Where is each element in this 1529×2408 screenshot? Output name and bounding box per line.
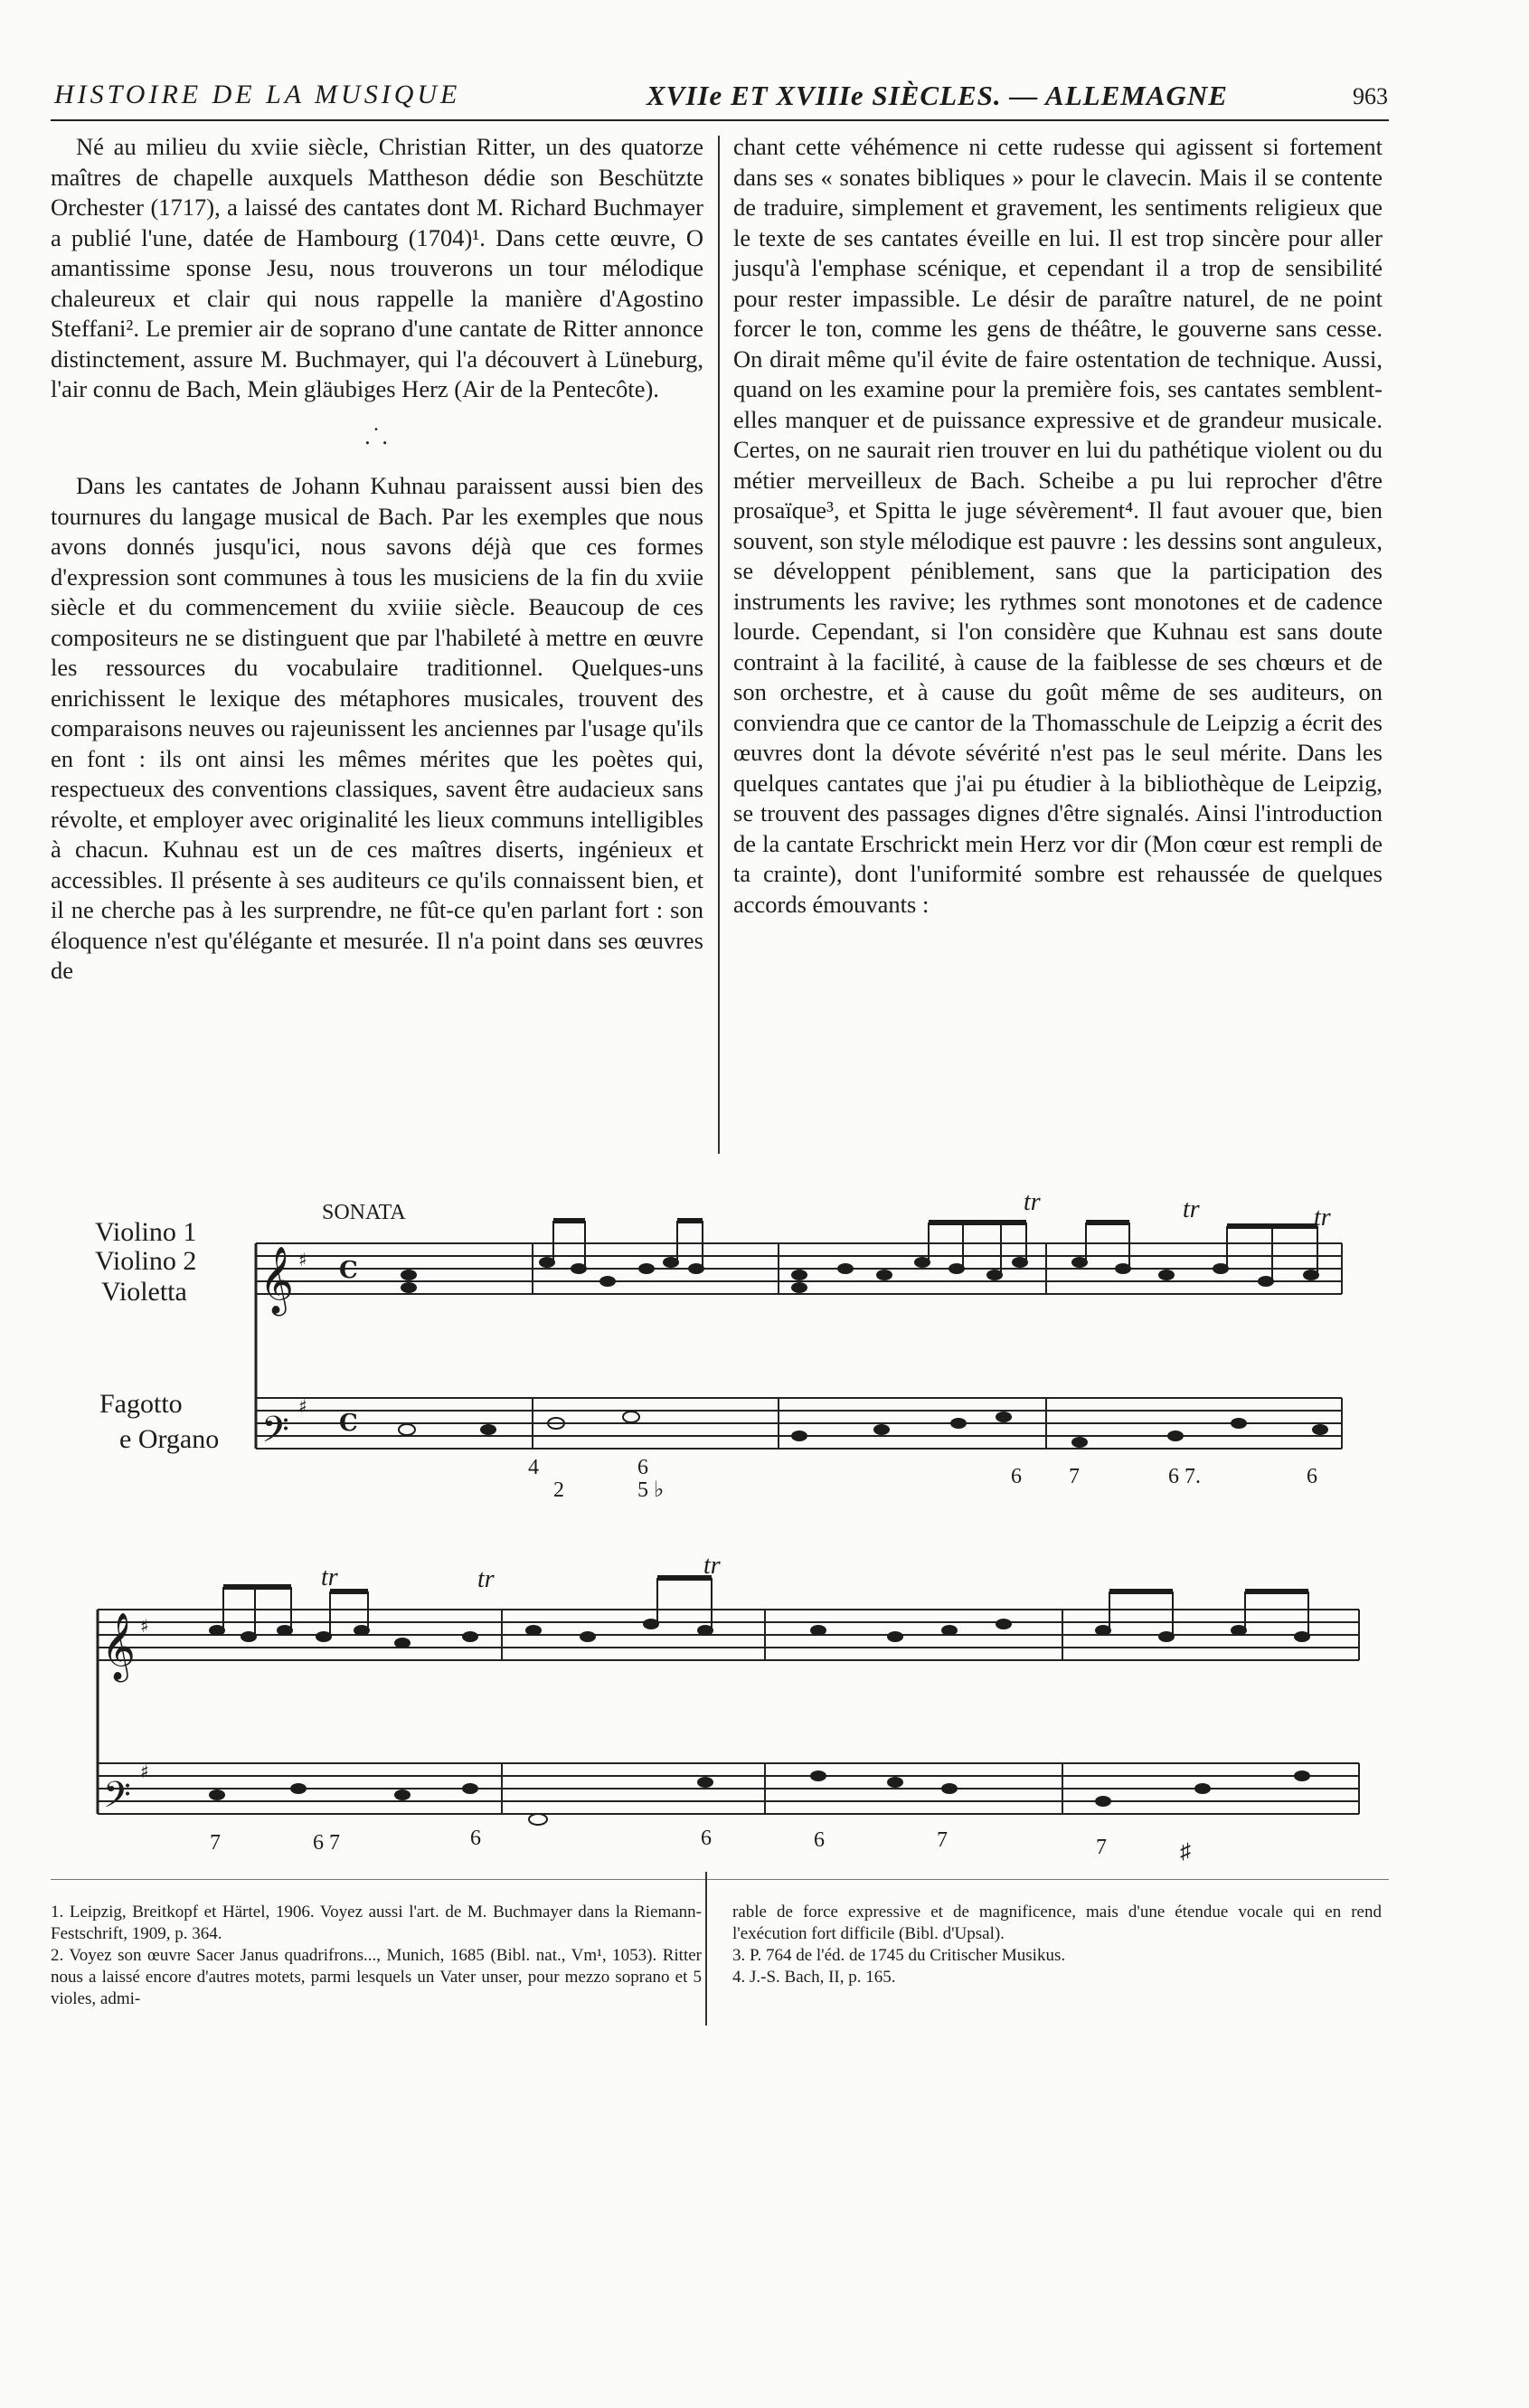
header-title-left: HISTOIRE DE LA MUSIQUE: [54, 80, 461, 109]
column-divider: [718, 136, 720, 1154]
figured-bass-system-1: [528, 1456, 1317, 1502]
footnote-2-continued: rable de force expressive et de magnificence, mais d'une étendue vocale qui en rend l'exécution fort difficile (Bibl. d'Upsal).: [732, 1903, 1382, 1943]
running-header: [54, 80, 1388, 118]
footnote-rule: [51, 1879, 1389, 1880]
label-fagotto: Fagotto: [99, 1389, 183, 1419]
figure: ♯: [1180, 1840, 1191, 1864]
footnotes-right: [732, 1902, 1382, 1988]
figure: 7: [937, 1828, 948, 1852]
asterism-separator: .˙.: [364, 422, 390, 449]
figure: 7: [210, 1831, 221, 1855]
label-organo: e Organo: [119, 1424, 220, 1454]
sharp-icon: ♯: [298, 1249, 307, 1270]
footnote-2: 2. Voyez son œuvre Sacer Janus quadrifrons..., Munich, 1685 (Bibl. nat., Vm¹, 1053). Ritter nous a laissé encore d'autres motets, parmi lesquels un Vater unser, pour mezzo soprano et 5 violes, admi-: [51, 1946, 702, 2008]
trill-mark: tr: [1183, 1195, 1200, 1223]
trill-mark: tr: [1024, 1188, 1041, 1216]
figure: 6: [637, 1456, 648, 1479]
common-time-icon: C: [339, 1410, 358, 1437]
footnotes-left: [51, 1902, 702, 2010]
treble-clef-icon: 𝄞: [260, 1247, 294, 1314]
trill-mark: tr: [1314, 1204, 1331, 1232]
header-title-center: XVIIe ET XVIIIe SIÈCLES. — ALLEMAGNE: [647, 80, 1228, 111]
label-violetta: Violetta: [101, 1277, 187, 1307]
figure: 6 7: [313, 1831, 340, 1855]
sharp-icon: ♯: [298, 1395, 307, 1417]
figure: 6: [1011, 1465, 1022, 1488]
paragraph-kuhnau: Dans les cantates de Johann Kuhnau paraissent aussi bien des tournures du langage musical de Bach. Par les exemples que nous avons donnés jusqu'ici, nous savons déjà que ces formes d'expression sont communes à tous les musiciens de la fin du xviie siècle et du commencement du xviiie siècle. Beaucoup de ces compositeurs ne se distinguent que par l'habileté à mettre en œuvre les ressources du vocabulaire traditionnel. Quelques-uns enrichissent le lexique des métaphores musicales, trouvent des comparaisons neuves ou rajeunissent les anciennes par l'usage qu'ils en font : ils ont ainsi les mêmes mérites que les poètes qui, respectueux des conventions classiques, savent être audacieux sans révolte, et employer avec originalité les lieux communs intelligibles à chacun. Kuhnau est un de ces maîtres diserts, ingénieux et accessibles. Il présente à ses auditeurs ce qu'ils connaissent bien, et il ne cherche pas à les surprendre, ne fût-ce qu'en parlant fort : son éloquence n'est qu'élégante et mesurée. Il n'a point dans ses œuvres de: [51, 472, 703, 984]
paragraph-kuhnau-continued: chant cette véhémence ni cette rudesse qui agissent si fortement dans ses « sonates bibliques » pour le clavecin. Mais il se contente de traduire, simplement et gravement, les sentiments religieux que le texte de ses cantates éveille en lui. Il est trop sincère pour aller jusqu'à l'emphase scénique, et cependant il a trop de sensibilité pour rester impassible. Le désir de paraître naturel, de ne point forcer le ton, comme les gens de théâtre, le gouverne sans cesse. On dirait même qu'il évite de faire ostentation de technique. Aussi, quand on les examine pour la première fois, ses cantates semblent-elles manquer et de puissance expressive et de grandeur musicale. Certes, on ne saurait rien trouver en lui du pathétique violent ou du métier merveilleux de Bach. Scheibe a pu lui reprocher d'être prosaïque³, et Spitta le juge sévèrement⁴. Il faut avouer que, bien souvent, son style mélodique est pauvre : les dessins sont anguleux, se développent péniblement, sans que la participation des instruments les ravive; les rythmes sont monotones et de cadence lourde. Cependant, si l'on considère que Kuhnau est sans doute contraint à la facilité, à cause de la faiblesse de ses chœurs et de son orchestre, et à cause du goût même de ses auditeurs, on conviendra que ce cantor de la Thomasschule de Leipzig a écrit des œuvres dont la dévote sévérité n'est pas le seul mérite. Dans les quelques cantates que j'ai pu étudier à la bibliothèque de Leipzig, se trouvent des passages dignes d'être signalés. Ainsi l'introduction de la cantate Erschrickt mein Herz vor dir (Mon cœur est rempli de ta crainte), dont l'uniformité sombre est rehaussée de quelques accords émouvants :: [733, 133, 1383, 918]
figured-bass-system-2: [210, 1827, 1191, 1864]
bass-clef-icon: 𝄢: [261, 1409, 289, 1459]
label-violino-1: Violino 1: [95, 1217, 197, 1247]
figure: 6: [1307, 1465, 1317, 1488]
figure: 6: [814, 1828, 825, 1852]
score-title: SONATA: [322, 1201, 406, 1224]
figure: 2: [553, 1478, 564, 1502]
figure: 6: [470, 1827, 481, 1850]
page-number: 963: [1353, 83, 1388, 109]
treble-clef-icon: 𝄞: [101, 1613, 136, 1680]
trill-mark: tr: [477, 1565, 495, 1593]
sharp-icon: ♯: [140, 1615, 149, 1637]
footnote-3: 3. P. 764 de l'éd. de 1745 du Critischer Musikus.: [732, 1946, 1066, 1965]
footnote-1: 1. Leipzig, Breitkopf et Härtel, 1906. Voyez aussi l'art. de M. Buchmayer dans la Riemann-Festschrift, 1909, p. 364.: [51, 1903, 702, 1943]
trill-mark: tr: [321, 1563, 338, 1591]
trill-mark: tr: [703, 1552, 721, 1580]
figure: 7: [1069, 1465, 1080, 1488]
right-column: [733, 132, 1383, 920]
left-column: [51, 132, 703, 987]
header-rule: [51, 119, 1389, 121]
note-heads: [209, 1257, 1328, 1825]
paragraph-ritter: Né au milieu du xviie siècle, Christian Ritter, un des quatorze maîtres de chapelle auxquels Mattheson dédie son Beschützte Orchester (1717), a laissé des cantates dont M. Richard Buchmayer a publié l'une, datée de Hambourg (1704)¹. Dans cette œuvre, O amantissime sponse Jesu, nous trouverons un tour mélodique chaleureux et clair qui nous rappelle la manière d'Agostino Steffani². Le premier air de soprano d'une cantate de Ritter annonce distinctement, assure M. Buchmayer, qui l'a découvert à Lüneburg, l'air connu de Bach, Mein gläubiges Herz (Air de la Pentecôte).: [51, 133, 703, 402]
label-violino-2: Violino 2: [95, 1246, 197, 1276]
common-time-icon: C: [339, 1257, 358, 1284]
figure: 5 ♭: [637, 1478, 665, 1502]
figure: 4: [528, 1456, 539, 1479]
sharp-icon: ♯: [140, 1761, 149, 1782]
music-score: [0, 1176, 1529, 1864]
figure: 6 7.: [1168, 1465, 1201, 1488]
figure: 6: [701, 1827, 712, 1850]
footnote-divider: [705, 1872, 707, 2026]
figure: 7: [1096, 1836, 1107, 1859]
bass-clef-icon: 𝄢: [103, 1774, 131, 1825]
footnote-4: 4. J.-S. Bach, II, p. 165.: [732, 1968, 896, 1987]
